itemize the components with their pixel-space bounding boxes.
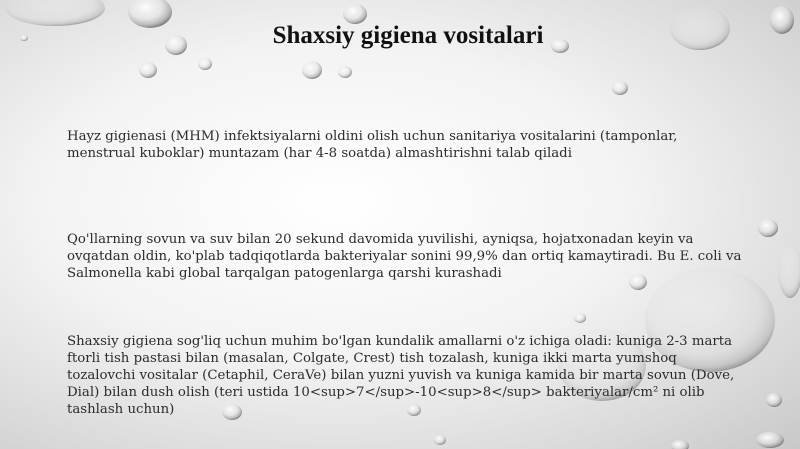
slide-title: Shaxsiy gigiena vositalari bbox=[272, 22, 544, 49]
paragraph-handwashing: Qo'llarning sovun va suv bilan 20 sekund davomida yuvilishi, ayniqsa, hojatxonadan keyin va ovqatdan oldin, ko'plab tadqiqotlarda bakteriyalar sonini 99,9% dan ortiq kamaytiradi. Bu E. coli va Salmonella kabi global tarqalgan patogenlarga qarshi kurashadi bbox=[67, 232, 742, 281]
paragraph-daily-hygiene: Shaxsiy gigiena sog'liq uchun muhim bo'lgan kundalik amallarni o'z ichiga oladi: kuniga 2-3 marta ftorli tish pastasi bilan (masalan, Colgate, Crest) tish tozalash, kuniga ikki marta yumshoq tozalovchi vositalar (Cetaphil, CeraVe) bilan yuzni yuvish va kuniga kamida bir marta sovun (Dove, Dial) bilan dush olish (teri ustida 10<sup>7</sup>-10<sup>8</sup> bakteriyalar/cm² ni olib tashlash uchun) bbox=[67, 334, 735, 417]
paragraph-menstrual-hygiene: Hayz gigienasi (MHM) infektsiyalarni oldini olish uchun sanitariya vositalarini (tamponlar, menstrual kuboklar) muntazam (har 4-8 soatda) almashtirishni talab qiladi bbox=[67, 129, 678, 161]
